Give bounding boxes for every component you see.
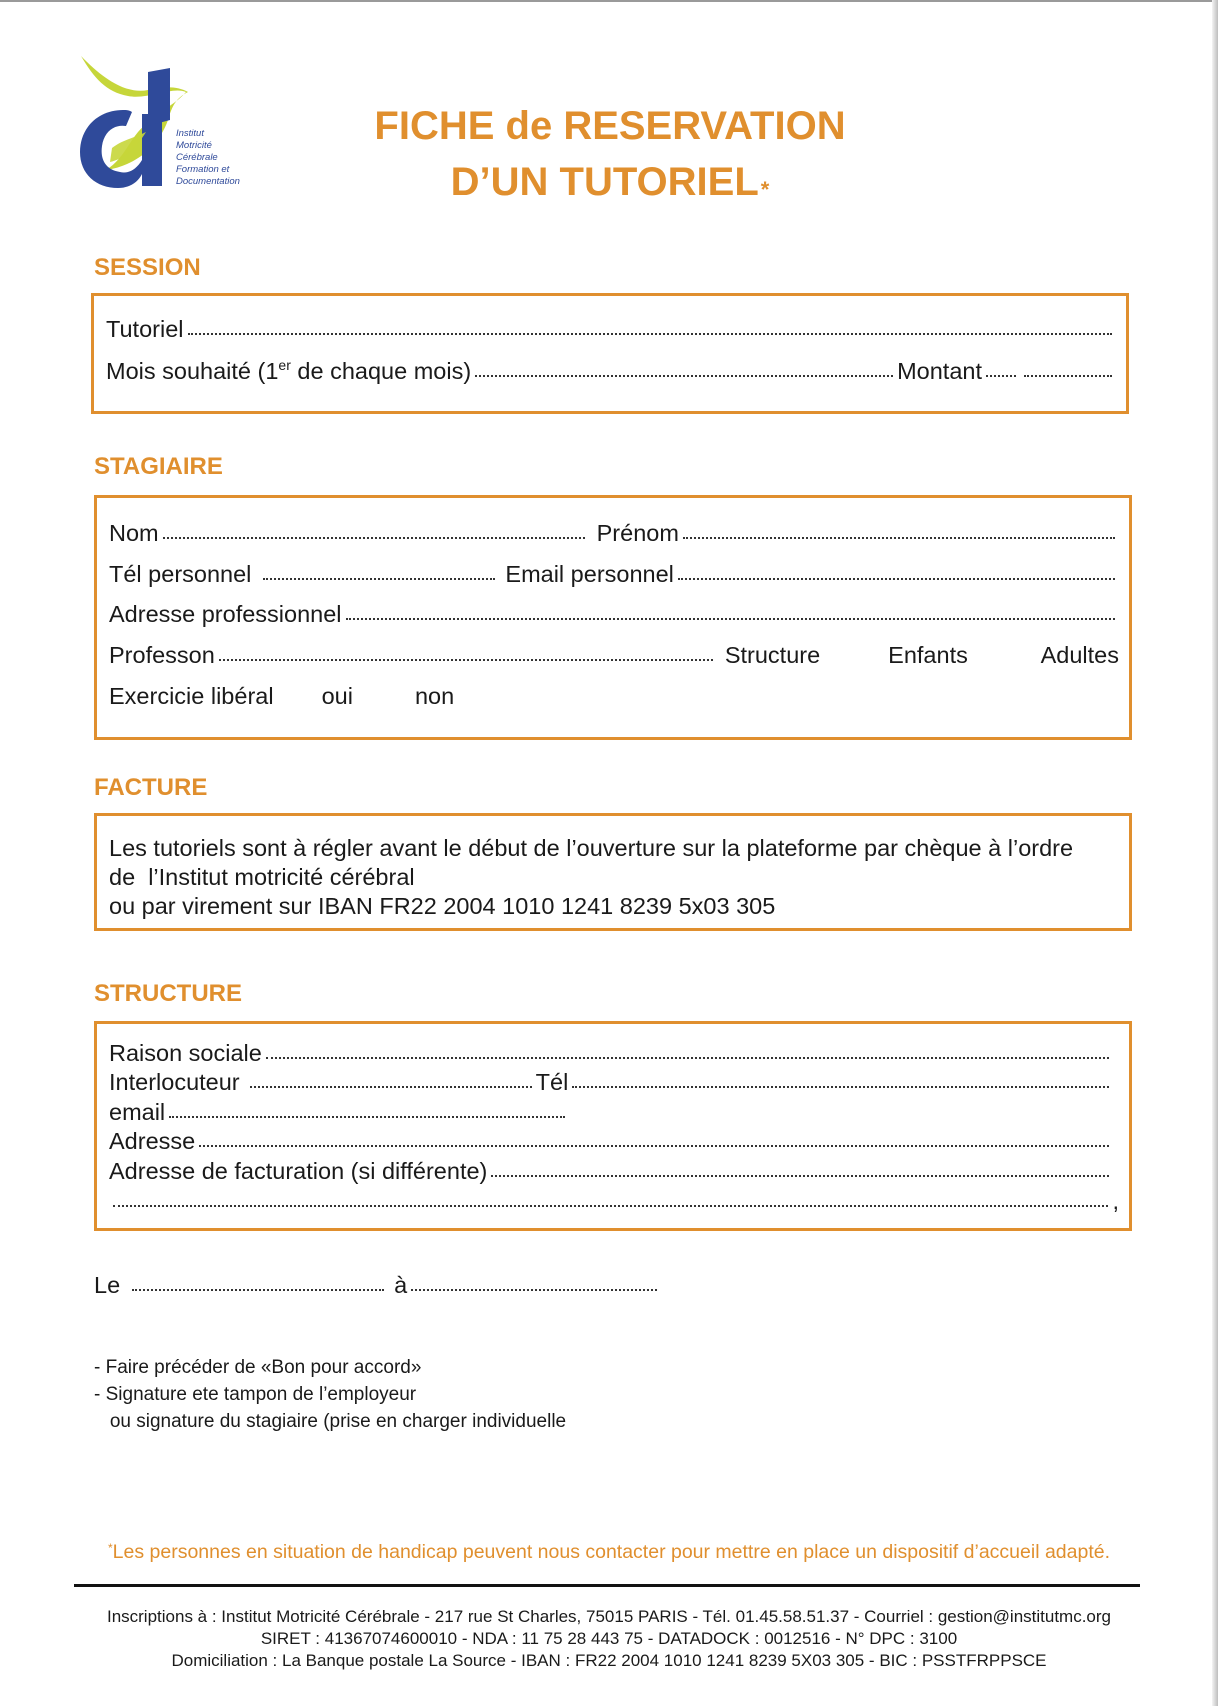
mois-label-b: de chaque mois) — [290, 357, 472, 384]
footer-line-2: SIRET : 41367074600010 - NDA : 11 75 28 443 75 - DATADOCK : 0012516 - N° DPC : 3100 — [260, 1629, 958, 1648]
date-place-row — [94, 1272, 661, 1299]
footer-divider — [74, 1584, 1140, 1587]
facture-line-2: de l’Institut motricité cérébral — [109, 864, 415, 890]
raison-field[interactable] — [266, 1057, 1109, 1059]
page-top-border — [0, 0, 1218, 2]
mois-row — [106, 357, 1116, 385]
logo-line: Formation et — [176, 164, 230, 175]
structure-adresse-field[interactable] — [199, 1145, 1109, 1147]
profession-label: Professon — [109, 642, 215, 668]
structure-tel-label: Tél — [535, 1069, 569, 1095]
handicap-asterisk: * — [108, 1541, 113, 1555]
liberal-label: Exercicie libéral — [109, 683, 274, 709]
mois-field[interactable] — [475, 375, 893, 377]
prenom-field[interactable] — [683, 537, 1115, 539]
structure-adresse-label: Adresse — [109, 1128, 196, 1154]
logo-line: Cérébrale — [176, 152, 218, 163]
handicap-text: Les personnes en situation de handicap peuvent nous contacter pour mettre en place un dispositif d’accueil adapté. — [112, 1541, 1110, 1563]
stagiaire-box — [94, 495, 1132, 740]
adresse-field[interactable] — [346, 618, 1115, 620]
le-label: Le — [94, 1272, 121, 1298]
profession-row — [109, 642, 1119, 669]
interlocuteur-field[interactable] — [250, 1086, 532, 1088]
facturation-field-2[interactable] — [113, 1205, 1108, 1207]
montant-field-b[interactable] — [1024, 375, 1112, 377]
footer-line-1: Inscriptions à : Institut Motricité Cérébrale - 217 rue St Charles, 75015 PARIS - Tél. 01.45.58.51.37 - Courriel : gestion@institutmc.org — [106, 1607, 1112, 1626]
email-field[interactable] — [678, 578, 1115, 580]
raison-label: Raison sociale — [109, 1040, 262, 1066]
footer — [0, 1606, 1218, 1672]
note-line: - Signature ete tampon de l’employeur — [94, 1384, 417, 1405]
structure-box — [94, 1021, 1132, 1231]
mois-label-a: Mois souhaité (1 — [106, 357, 279, 384]
montant-label: Montant — [897, 357, 982, 384]
oui-option[interactable]: oui — [321, 683, 353, 709]
nom-label: Nom — [109, 520, 159, 546]
facture-line-3: ou par virement sur IBAN FR22 2004 1010 1241 8239 5x03 305 — [109, 893, 776, 919]
logo-line: Motricité — [176, 140, 212, 151]
note-line: ou signature du stagiaire (prise en charger individuelle — [94, 1411, 567, 1432]
interlocuteur-label: Interlocuteur — [109, 1069, 240, 1095]
enfants-option[interactable]: Enfants — [888, 642, 968, 668]
signature-notes — [94, 1354, 566, 1435]
raison-row — [109, 1040, 1113, 1067]
footer-line-3: Domiciliation : La Banque postale La Source - IBAN : FR22 2004 1010 1241 8239 5X03 305 - BIC : PSSTFRPPSCE — [171, 1651, 1047, 1670]
handicap-note — [0, 1541, 1218, 1564]
tutoriel-field[interactable] — [188, 333, 1113, 335]
session-heading: SESSION — [94, 254, 201, 281]
adresse-label: Adresse professionnel — [109, 601, 342, 627]
logo — [76, 48, 246, 193]
a-label: à — [394, 1272, 408, 1298]
structure-email-field[interactable] — [169, 1116, 565, 1118]
adultes-option[interactable]: Adultes — [1040, 642, 1119, 668]
logo-line: Documentation — [176, 176, 240, 187]
facture-line-1: Les tutoriels sont à régler avant le début de l’ouverture sur la plateforme par chèque à l’ordre — [109, 835, 1074, 861]
mois-label — [106, 357, 471, 385]
structure-tel-field[interactable] — [572, 1086, 1109, 1088]
page-right-shadow — [1212, 0, 1218, 1706]
place-field[interactable] — [411, 1289, 657, 1291]
tel-row — [109, 561, 1119, 588]
adresse-row — [109, 601, 1119, 628]
facturation-row — [109, 1158, 1113, 1185]
title-line-1: FICHE de RESERVATION — [374, 104, 846, 148]
logo-line: Institut — [176, 128, 204, 139]
tel-label: Tél personnel — [109, 561, 252, 587]
mois-sup: er — [278, 357, 291, 373]
facture-text — [109, 834, 1115, 921]
prenom-label: Prénom — [596, 520, 679, 546]
nom-row — [109, 520, 1119, 547]
interlocuteur-row — [109, 1069, 1113, 1096]
tutoriel-label: Tutoriel — [106, 316, 184, 342]
facturation-label: Adresse de facturation (si différente) — [109, 1158, 488, 1184]
tutoriel-row — [106, 316, 1116, 343]
facturation-row-2 — [109, 1188, 1119, 1215]
trailing-comma: , — [1112, 1188, 1119, 1214]
title-asterisk: * — [760, 177, 770, 202]
title-line-2 — [340, 154, 880, 210]
montant-field-a[interactable] — [986, 375, 1016, 377]
email-label: Email personnel — [505, 561, 674, 587]
structure-option[interactable]: Structure — [724, 642, 821, 668]
page-title — [340, 98, 880, 210]
title-line-2-text: D’UN TUTORIEL — [450, 160, 759, 204]
liberal-row — [109, 683, 1119, 710]
logo-text — [176, 128, 240, 188]
structure-adresse-row — [109, 1128, 1113, 1155]
non-option[interactable]: non — [414, 683, 455, 709]
stagiaire-heading: STAGIAIRE — [94, 453, 223, 480]
facturation-field[interactable] — [491, 1175, 1109, 1177]
facture-heading: FACTURE — [94, 774, 208, 801]
nom-field[interactable] — [163, 537, 585, 539]
structure-email-row — [109, 1099, 1113, 1126]
profession-field[interactable] — [219, 659, 713, 661]
structure-email-label: email — [109, 1099, 166, 1125]
session-box — [91, 293, 1129, 414]
facture-box — [94, 813, 1132, 931]
note-line: - Faire précéder de «Bon pour accord» — [94, 1357, 422, 1378]
structure-heading: STRUCTURE — [94, 980, 242, 1007]
tel-field[interactable] — [263, 578, 495, 580]
date-field[interactable] — [132, 1289, 384, 1291]
